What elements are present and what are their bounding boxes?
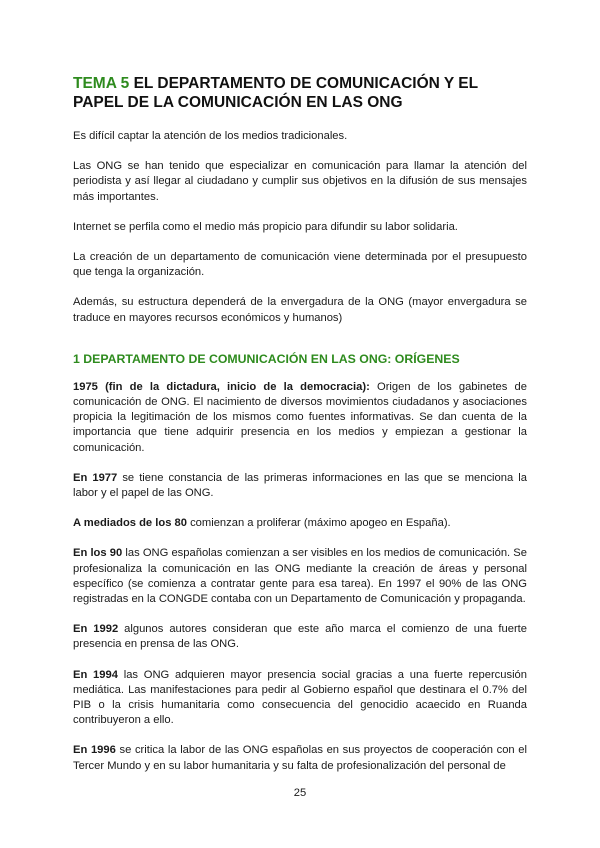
paragraph-text: Origen de los gabinetes de comunicación de ONG. El nacimiento de diversos movimientos ciudadanos y asociaciones propicia la legitimación de los mismos como fuentes informativas. Se dan cuenta de la importancia que tiene adquirir presencia en los medios y empiezan a gestionar la comunicación. <box>73 380 527 454</box>
paragraph-lead: En 1977 <box>73 471 118 484</box>
chapter-number: TEMA 5 <box>73 75 130 92</box>
paragraph-lead: A mediados de los 80 <box>73 517 187 530</box>
paragraph-text: comienzan a proliferar (máximo apogeo en España). <box>186 517 451 530</box>
history-paragraph-1992 <box>73 622 527 652</box>
history-paragraph-1996 <box>73 743 527 773</box>
intro-paragraph-2: Las ONG se han tenido que especializar en comunicación para llamar la atención del periodista y así llegar al ciudadano y cumplir sus objetivos en la difusión de sus mensajes más importantes. <box>73 160 527 203</box>
chapter-title-text: EL DEPARTAMENTO DE COMUNICACIÓN Y EL PAPEL DE LA COMUNICACIÓN EN LAS ONG <box>73 75 478 111</box>
paragraph-text: las ONG españolas comienzan a ser visibles en los medios de comunicación. Se profesionaliza la comunicación en las ONG mediante la creación de áreas y personal específico (se comienza a contratar gente para esa tarea). En 1997 el 90% de las ONG registradas en la CONGDE contaba con un Departamento de Comunicación y propaganda. <box>73 547 527 606</box>
history-paragraph-90s <box>73 546 527 607</box>
intro-paragraph-3: Internet se perfila como el medio más propicio para difundir su labor solidaria. <box>73 220 458 233</box>
intro-paragraph-5: Además, su estructura dependerá de la envergadura de la ONG (mayor envergadura se traduce en mayores recursos económicos y humanos) <box>73 296 527 324</box>
page-content <box>73 74 527 774</box>
intro-paragraph-4: La creación de un departamento de comunicación viene determinada por el presupuesto que tenga la organización. <box>73 251 527 279</box>
intro-paragraph-1: Es difícil captar la atención de los medios tradicionales. <box>73 130 348 142</box>
section-heading: 1 DEPARTAMENTO DE COMUNICACIÓN EN LAS ONG: ORÍGENES <box>73 351 460 366</box>
chapter-title <box>73 74 527 112</box>
paragraph-lead: En 1992 <box>73 623 119 636</box>
paragraph-text: se critica la labor de las ONG españolas en sus proyectos de cooperación con el Tercer Mundo y en su labor humanitaria y su falta de profesionalización del personal de <box>73 744 528 772</box>
paragraph-lead: 1975 (fin de la dictadura, inicio de la democracia): <box>73 380 370 393</box>
paragraph-text: se tiene constancia de las primeras informaciones en las que se menciona la labor y el papel de las ONG. <box>73 471 527 500</box>
history-paragraph-1994 <box>73 668 527 729</box>
history-paragraph-1977 <box>73 471 527 501</box>
paragraph-text: las ONG adquieren mayor presencia social gracias a una fuerte repercusión mediática. Las manifestaciones para pedir al Gobierno español que destinara el 0.7% del PIB o la crisis humanitaria como consecuencia del genocidio acaecido en Ruanda contribuyeron a ello. <box>73 668 528 727</box>
history-paragraph-80s <box>73 516 527 531</box>
paragraph-lead: En 1996 <box>73 744 116 757</box>
paragraph-lead: En 1994 <box>73 668 118 681</box>
paragraph-lead: En los 90 <box>73 547 123 560</box>
history-paragraph-1975 <box>73 380 527 456</box>
paragraph-text: algunos autores consideran que este año marca el comienzo de una fuerte presencia en prensa de las ONG. <box>73 623 527 651</box>
page-number: 25 <box>293 787 307 799</box>
